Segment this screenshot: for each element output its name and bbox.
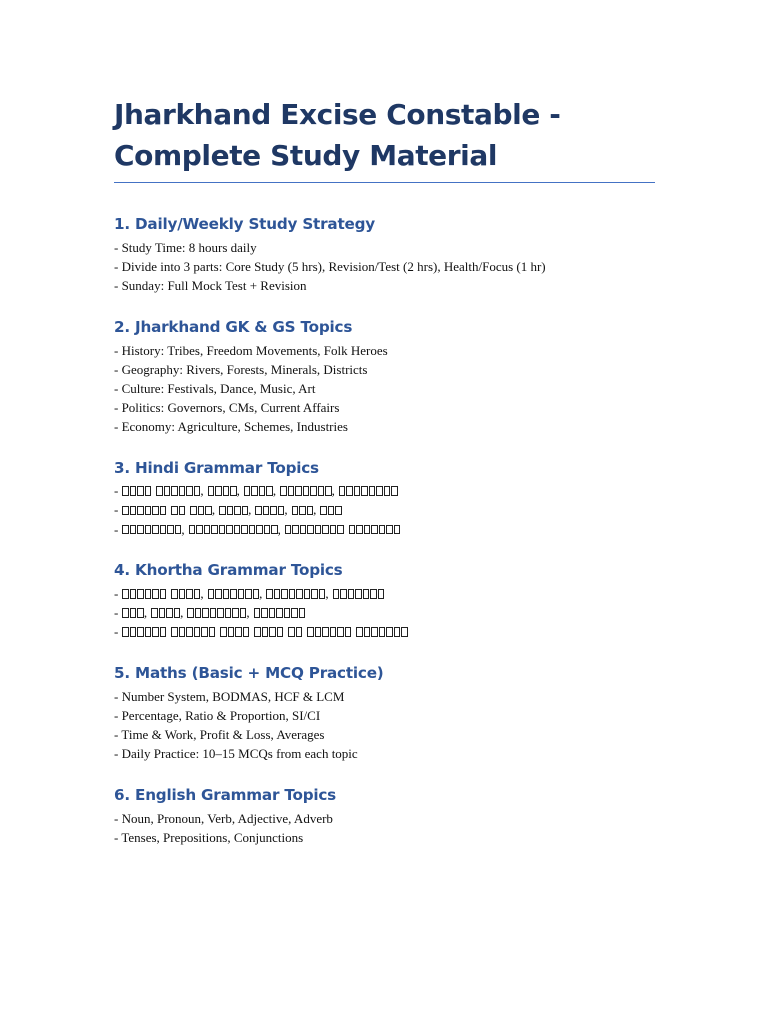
section-heading: 1. Daily/Weekly Study Strategy bbox=[114, 215, 375, 233]
missing-glyph-box bbox=[263, 506, 270, 516]
missing-glyph-box bbox=[160, 589, 167, 599]
comma-separator: , bbox=[211, 502, 216, 518]
missing-glyph-box bbox=[277, 627, 284, 637]
unrendered-glyph-word bbox=[122, 486, 151, 496]
unrendered-glyph-word bbox=[187, 608, 246, 618]
comma-separator: , bbox=[200, 585, 204, 601]
missing-glyph-box bbox=[223, 589, 230, 599]
missing-glyph-box bbox=[315, 627, 322, 637]
section-khortha-grammar bbox=[114, 559, 655, 642]
unrendered-glyph-word bbox=[220, 627, 249, 637]
missing-glyph-box bbox=[356, 627, 363, 637]
list-item bbox=[114, 603, 655, 622]
missing-glyph-box bbox=[270, 506, 277, 516]
comma-separator: , bbox=[325, 585, 329, 601]
missing-glyph-box bbox=[345, 627, 352, 637]
missing-glyph-box bbox=[335, 506, 342, 516]
missing-glyph-box bbox=[379, 525, 386, 535]
bullet-list bbox=[114, 341, 655, 437]
missing-glyph-box bbox=[330, 525, 337, 535]
list-dash: - bbox=[114, 483, 119, 499]
missing-glyph-box bbox=[171, 486, 178, 496]
missing-glyph-box bbox=[251, 486, 258, 496]
list-item: - Sunday: Full Mock Test + Revision bbox=[114, 278, 307, 294]
comma-separator: , bbox=[313, 502, 317, 518]
missing-glyph-box bbox=[122, 608, 129, 618]
section-english-grammar bbox=[114, 784, 655, 847]
missing-glyph-box bbox=[296, 627, 303, 637]
missing-glyph-box bbox=[386, 627, 393, 637]
missing-glyph-box bbox=[285, 525, 292, 535]
missing-glyph-box bbox=[201, 627, 208, 637]
missing-glyph-box bbox=[311, 589, 318, 599]
missing-glyph-box bbox=[369, 486, 376, 496]
missing-glyph-box bbox=[145, 627, 152, 637]
comma-separator: , bbox=[200, 483, 204, 499]
missing-glyph-box bbox=[269, 627, 276, 637]
unrendered-glyph-word bbox=[171, 589, 200, 599]
unrendered-glyph-word bbox=[320, 506, 342, 516]
missing-glyph-box bbox=[339, 486, 346, 496]
document-page bbox=[114, 94, 655, 867]
missing-glyph-box bbox=[220, 627, 227, 637]
missing-glyph-box bbox=[226, 525, 233, 535]
list-item bbox=[114, 520, 655, 539]
missing-glyph-box bbox=[284, 608, 291, 618]
unrendered-glyph-word bbox=[122, 608, 144, 618]
missing-glyph-box bbox=[179, 506, 186, 516]
missing-glyph-box bbox=[196, 525, 203, 535]
missing-glyph-box bbox=[215, 486, 222, 496]
missing-glyph-box bbox=[328, 506, 335, 516]
list-item: - Daily Practice: 10–15 MCQs from each topic bbox=[114, 746, 358, 762]
missing-glyph-box bbox=[186, 589, 193, 599]
unrendered-glyph-word bbox=[292, 506, 314, 516]
unrendered-glyph-word bbox=[349, 525, 401, 535]
section-heading: 6. English Grammar Topics bbox=[114, 785, 337, 804]
list-item: - Divide into 3 parts: Core Study (5 hrs), Revision/Test (2 hrs), Health/Focus (1 hr) bbox=[114, 259, 546, 275]
missing-glyph-box bbox=[130, 627, 137, 637]
missing-glyph-box bbox=[354, 486, 361, 496]
missing-glyph-box bbox=[227, 506, 234, 516]
unrendered-glyph-word bbox=[266, 589, 325, 599]
bullet-list bbox=[114, 238, 655, 296]
unrendered-glyph-word bbox=[244, 486, 273, 496]
list-item bbox=[114, 584, 655, 603]
unrendered-glyph-list bbox=[114, 482, 655, 540]
section-heading: 5. Maths (Basic + MCQ Practice) bbox=[114, 663, 384, 682]
missing-glyph-box bbox=[288, 486, 295, 496]
missing-glyph-box bbox=[137, 525, 144, 535]
missing-glyph-box bbox=[122, 486, 129, 496]
missing-glyph-box bbox=[333, 589, 340, 599]
missing-glyph-box bbox=[160, 525, 167, 535]
missing-glyph-box bbox=[296, 589, 303, 599]
list-dash: - bbox=[114, 624, 119, 640]
missing-glyph-box bbox=[320, 506, 327, 516]
missing-glyph-box bbox=[261, 608, 268, 618]
unrendered-glyph-word bbox=[122, 525, 181, 535]
comma-separator: , bbox=[181, 521, 185, 537]
missing-glyph-box bbox=[244, 486, 251, 496]
missing-glyph-box bbox=[223, 486, 230, 496]
missing-glyph-box bbox=[262, 627, 269, 637]
missing-glyph-box bbox=[145, 525, 152, 535]
missing-glyph-box bbox=[122, 627, 129, 637]
missing-glyph-box bbox=[384, 486, 391, 496]
comma-separator: , bbox=[272, 483, 277, 499]
list-item bbox=[114, 623, 655, 642]
missing-glyph-box bbox=[280, 486, 287, 496]
unrendered-glyph-word bbox=[254, 608, 306, 618]
missing-glyph-box bbox=[209, 627, 216, 637]
list-item bbox=[114, 501, 655, 520]
missing-glyph-box bbox=[371, 627, 378, 637]
missing-glyph-box bbox=[179, 486, 186, 496]
missing-glyph-box bbox=[401, 627, 408, 637]
list-item: - Noun, Pronoun, Verb, Adjective, Adverb bbox=[114, 810, 333, 826]
missing-glyph-box bbox=[243, 627, 250, 637]
missing-glyph-box bbox=[230, 589, 237, 599]
missing-glyph-box bbox=[137, 589, 144, 599]
missing-glyph-box bbox=[264, 525, 271, 535]
comma-separator: , bbox=[143, 604, 148, 620]
missing-glyph-box bbox=[179, 627, 186, 637]
missing-glyph-box bbox=[245, 589, 252, 599]
missing-glyph-box bbox=[137, 506, 144, 516]
missing-glyph-box bbox=[299, 506, 306, 516]
missing-glyph-box bbox=[159, 608, 166, 618]
list-dash: - bbox=[114, 521, 119, 537]
comma-separator: , bbox=[246, 604, 250, 620]
missing-glyph-box bbox=[145, 486, 152, 496]
missing-glyph-box bbox=[363, 589, 370, 599]
unrendered-glyph-word bbox=[254, 627, 283, 637]
missing-glyph-box bbox=[304, 589, 311, 599]
missing-glyph-box bbox=[152, 506, 159, 516]
missing-glyph-box bbox=[337, 627, 344, 637]
missing-glyph-box bbox=[195, 608, 202, 618]
comma-separator: , bbox=[180, 604, 184, 620]
missing-glyph-box bbox=[266, 589, 273, 599]
comma-separator: , bbox=[277, 521, 281, 537]
missing-glyph-box bbox=[291, 608, 298, 618]
missing-glyph-box bbox=[292, 506, 299, 516]
missing-glyph-box bbox=[202, 608, 209, 618]
missing-glyph-box bbox=[235, 627, 242, 637]
missing-glyph-box bbox=[307, 525, 314, 535]
missing-glyph-box bbox=[122, 506, 129, 516]
missing-glyph-box bbox=[310, 486, 317, 496]
missing-glyph-box bbox=[241, 525, 248, 535]
missing-glyph-box bbox=[152, 627, 159, 637]
section-study-strategy bbox=[114, 213, 655, 296]
bullet-list bbox=[114, 809, 655, 847]
missing-glyph-box bbox=[130, 589, 137, 599]
list-item: - Economy: Agriculture, Schemes, Industries bbox=[114, 419, 348, 435]
missing-glyph-box bbox=[217, 608, 224, 618]
missing-glyph-box bbox=[122, 589, 129, 599]
list-item: - Tenses, Prepositions, Conjunctions bbox=[114, 829, 304, 845]
unrendered-glyph-word bbox=[208, 486, 237, 496]
missing-glyph-box bbox=[228, 627, 235, 637]
missing-glyph-box bbox=[307, 627, 314, 637]
missing-glyph-box bbox=[292, 525, 299, 535]
missing-glyph-box bbox=[295, 486, 302, 496]
missing-glyph-box bbox=[303, 486, 310, 496]
missing-glyph-box bbox=[322, 525, 329, 535]
missing-glyph-box bbox=[171, 589, 178, 599]
missing-glyph-box bbox=[186, 627, 193, 637]
list-dash: - bbox=[114, 604, 119, 620]
comma-separator: , bbox=[259, 585, 263, 601]
missing-glyph-box bbox=[152, 589, 159, 599]
missing-glyph-box bbox=[378, 589, 385, 599]
unrendered-glyph-word bbox=[151, 608, 180, 618]
unrendered-glyph-word bbox=[189, 525, 278, 535]
missing-glyph-box bbox=[189, 525, 196, 535]
missing-glyph-box bbox=[130, 608, 137, 618]
missing-glyph-box bbox=[232, 608, 239, 618]
list-item: - Time & Work, Profit & Loss, Averages bbox=[114, 727, 325, 743]
missing-glyph-box bbox=[166, 608, 173, 618]
missing-glyph-box bbox=[364, 627, 371, 637]
unrendered-glyph-list bbox=[114, 584, 655, 642]
list-item: - Politics: Governors, CMs, Current Affairs bbox=[114, 400, 340, 416]
missing-glyph-box bbox=[186, 486, 193, 496]
missing-glyph-box bbox=[156, 486, 163, 496]
list-dash: - bbox=[114, 502, 119, 518]
unrendered-glyph-word bbox=[280, 486, 332, 496]
missing-glyph-box bbox=[190, 506, 197, 516]
missing-glyph-box bbox=[391, 486, 398, 496]
missing-glyph-box bbox=[130, 506, 137, 516]
missing-glyph-box bbox=[238, 589, 245, 599]
comma-separator: , bbox=[236, 483, 240, 499]
missing-glyph-box bbox=[208, 589, 215, 599]
unrendered-glyph-word bbox=[122, 627, 166, 637]
missing-glyph-box bbox=[355, 589, 362, 599]
unrendered-glyph-word bbox=[171, 506, 185, 516]
missing-glyph-box bbox=[225, 608, 232, 618]
list-item: - History: Tribes, Freedom Movements, Folk Heroes bbox=[114, 342, 388, 358]
missing-glyph-box bbox=[152, 525, 159, 535]
missing-glyph-box bbox=[137, 627, 144, 637]
missing-glyph-box bbox=[255, 506, 262, 516]
missing-glyph-box bbox=[204, 525, 211, 535]
missing-glyph-box bbox=[179, 589, 186, 599]
comma-separator: , bbox=[331, 483, 335, 499]
missing-glyph-box bbox=[249, 525, 256, 535]
section-hindi-grammar bbox=[114, 457, 655, 540]
list-dash: - bbox=[114, 585, 119, 601]
title-divider bbox=[114, 182, 655, 183]
unrendered-glyph-word bbox=[208, 589, 260, 599]
missing-glyph-box bbox=[330, 627, 337, 637]
unrendered-glyph-word bbox=[122, 506, 166, 516]
missing-glyph-box bbox=[376, 486, 383, 496]
missing-glyph-box bbox=[340, 589, 347, 599]
unrendered-glyph-word bbox=[171, 627, 215, 637]
unrendered-glyph-word bbox=[156, 486, 200, 496]
document-title: Jharkhand Excise Constable - Complete Study Material bbox=[114, 98, 561, 172]
missing-glyph-box bbox=[137, 486, 144, 496]
missing-glyph-box bbox=[300, 525, 307, 535]
missing-glyph-box bbox=[370, 589, 377, 599]
missing-glyph-box bbox=[288, 627, 295, 637]
missing-glyph-box bbox=[219, 506, 226, 516]
missing-glyph-box bbox=[211, 525, 218, 535]
unrendered-glyph-word bbox=[307, 627, 351, 637]
missing-glyph-box bbox=[145, 589, 152, 599]
missing-glyph-box bbox=[130, 525, 137, 535]
unrendered-glyph-word bbox=[339, 486, 398, 496]
missing-glyph-box bbox=[194, 627, 201, 637]
unrendered-glyph-word bbox=[219, 506, 248, 516]
missing-glyph-box bbox=[394, 525, 401, 535]
missing-glyph-box bbox=[171, 506, 178, 516]
list-item: - Culture: Festivals, Dance, Music, Art bbox=[114, 381, 316, 397]
missing-glyph-box bbox=[210, 608, 217, 618]
missing-glyph-box bbox=[187, 608, 194, 618]
missing-glyph-box bbox=[386, 525, 393, 535]
missing-glyph-box bbox=[289, 589, 296, 599]
missing-glyph-box bbox=[219, 525, 226, 535]
comma-separator: , bbox=[284, 502, 288, 518]
comma-separator: , bbox=[248, 502, 252, 518]
missing-glyph-box bbox=[361, 486, 368, 496]
bullet-list bbox=[114, 687, 655, 764]
unrendered-glyph-word bbox=[285, 525, 344, 535]
missing-glyph-box bbox=[274, 589, 281, 599]
missing-glyph-box bbox=[167, 525, 174, 535]
missing-glyph-box bbox=[364, 525, 371, 535]
unrendered-glyph-word bbox=[255, 506, 284, 516]
list-item: - Number System, BODMAS, HCF & LCM bbox=[114, 688, 345, 704]
missing-glyph-box bbox=[160, 627, 167, 637]
missing-glyph-box bbox=[215, 589, 222, 599]
missing-glyph-box bbox=[318, 486, 325, 496]
missing-glyph-box bbox=[122, 525, 129, 535]
missing-glyph-box bbox=[254, 627, 261, 637]
missing-glyph-box bbox=[269, 608, 276, 618]
missing-glyph-box bbox=[281, 589, 288, 599]
missing-glyph-box bbox=[337, 525, 344, 535]
missing-glyph-box bbox=[349, 525, 356, 535]
missing-glyph-box bbox=[164, 486, 171, 496]
missing-glyph-box bbox=[356, 525, 363, 535]
missing-glyph-box bbox=[160, 506, 167, 516]
missing-glyph-box bbox=[145, 506, 152, 516]
section-jharkhand-gk bbox=[114, 316, 655, 437]
section-heading: 2. Jharkhand GK & GS Topics bbox=[114, 317, 353, 336]
missing-glyph-box bbox=[299, 608, 306, 618]
unrendered-glyph-word bbox=[190, 506, 212, 516]
unrendered-glyph-word bbox=[333, 589, 385, 599]
unrendered-glyph-word bbox=[288, 627, 302, 637]
missing-glyph-box bbox=[315, 525, 322, 535]
missing-glyph-box bbox=[259, 486, 266, 496]
missing-glyph-box bbox=[256, 525, 263, 535]
list-item: - Geography: Rivers, Forests, Minerals, Districts bbox=[114, 361, 368, 377]
list-item bbox=[114, 482, 655, 501]
section-heading: 3. Hindi Grammar Topics bbox=[114, 458, 319, 477]
missing-glyph-box bbox=[254, 608, 261, 618]
missing-glyph-box bbox=[379, 627, 386, 637]
unrendered-glyph-word bbox=[122, 589, 166, 599]
missing-glyph-box bbox=[130, 486, 137, 496]
missing-glyph-box bbox=[348, 589, 355, 599]
missing-glyph-box bbox=[208, 486, 215, 496]
list-item: - Percentage, Ratio & Proportion, SI/CI bbox=[114, 707, 321, 723]
missing-glyph-box bbox=[371, 525, 378, 535]
missing-glyph-box bbox=[346, 486, 353, 496]
missing-glyph-box bbox=[198, 506, 205, 516]
missing-glyph-box bbox=[234, 506, 241, 516]
missing-glyph-box bbox=[151, 608, 158, 618]
section-maths bbox=[114, 662, 655, 764]
unrendered-glyph-word bbox=[356, 627, 408, 637]
missing-glyph-box bbox=[322, 627, 329, 637]
missing-glyph-box bbox=[234, 525, 241, 535]
section-heading: 4. Khortha Grammar Topics bbox=[114, 561, 343, 580]
missing-glyph-box bbox=[276, 608, 283, 618]
missing-glyph-box bbox=[171, 627, 178, 637]
list-item: - Study Time: 8 hours daily bbox=[114, 240, 257, 255]
missing-glyph-box bbox=[394, 627, 401, 637]
